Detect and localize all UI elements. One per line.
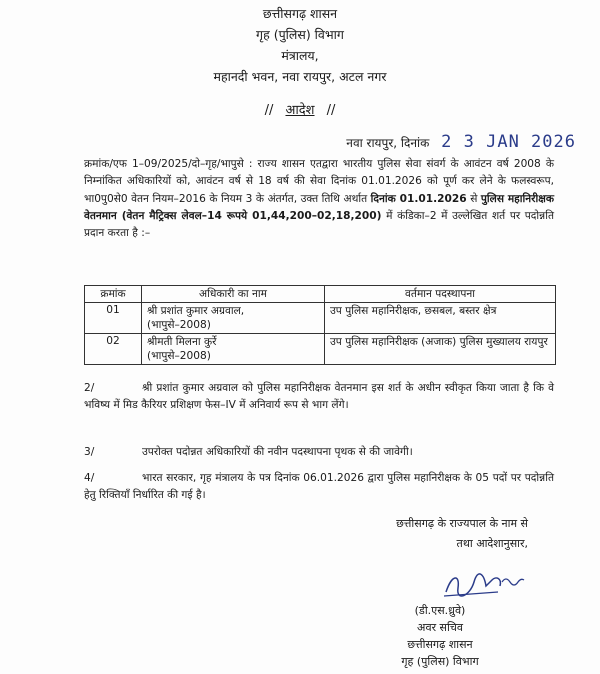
signatory-department: गृह (पुलिस) विभाग — [401, 655, 479, 668]
dateline-place: नवा रायपुर, दिनांक — [346, 136, 430, 150]
table-cell-serial: 02 — [85, 334, 142, 365]
paragraph-text: श्री प्रशांत कुमार अग्रवाल को पुलिस महानिरीक्षक वेतनमान इस शर्त के अधीन स्वीकृत किया जाता है कि वे भविष्य में मिड कैरियर प्रशिक्षण फेस–IV में अनिवार्य रूप से भाग लेंगे। — [84, 382, 554, 412]
signatory-designation: अवर सचिव — [417, 621, 463, 634]
paragraph-2 — [84, 380, 554, 415]
paragraph-text: उपरोक्त पदोन्नत अधिकारियों की नवीन पदस्थापना पृथक से की जावेगी। — [142, 446, 413, 458]
intro-text-1: क्रमांक/एफ 1–09/2025/दो–गृह/भापुसे : राज्य शासन एतद्वारा भारतीय पुलिस सेवा संवर्ग के आवंटन वर्ष 2008 के निम्नांकित अधिकारियों को, आवंटन वर्ष से 18 वर्ष की सेवा दिनांक 01.01.2026 को पूर्ण कर लेने के फलस्वरूप, भा0पु0से0 वेतन नियम–2016 के नियम 3 के अंतर्गत, उक्त तिथि अर्थात — [84, 158, 554, 205]
paragraph-4 — [84, 470, 554, 505]
signatory-block — [340, 602, 540, 670]
intro-payscale-bold: पुलिस महानिरीक्षक वेतनमान (वेतन मैट्रिक्स लेवल–14 रूपये 01,44,200–02,18,200) — [84, 192, 554, 222]
header-government: छत्तीसगढ़ शासन — [262, 6, 338, 21]
intro-date-bold: दिनांक 01.01.2026 — [370, 192, 467, 205]
intro-paragraph — [84, 156, 554, 242]
signatory-government: छत्तीसगढ़ शासन — [407, 638, 473, 651]
officer-service: (भापुसे–2008) — [147, 350, 211, 362]
paragraph-number: 2/ — [84, 382, 95, 394]
table-header-name: अधिकारी का नाम — [142, 286, 325, 303]
paragraph-number: 4/ — [84, 472, 95, 484]
table-cell-posting: उप पुलिस महानिरीक्षक (अजाक) पुलिस मुख्यालय रायपुर — [325, 334, 556, 365]
table-cell-name — [142, 303, 325, 334]
table-header-posting: वर्तमान पदस्थापना — [325, 286, 556, 303]
table-cell-serial: 01 — [85, 303, 142, 334]
paragraph-text: भारत सरकार, गृह मंत्रालय के पत्र दिनांक 06.01.2026 द्वारा पुलिस महानिरीक्षक के 05 पदों पर पदोन्नति हेतु रिक्तियाँ निर्धारित की गई है। — [84, 472, 554, 502]
intro-text-2: से — [470, 192, 478, 205]
table-cell-posting: उप पुलिस महानिरीक्षक, छसबल, बस्तर क्षेत्र — [325, 303, 556, 334]
table-row — [85, 303, 556, 334]
header-ministry: मंत्रालय, — [281, 48, 319, 63]
order-title-word: आदेश — [285, 103, 315, 118]
date-stamp: 2 3 JAN 2026 — [441, 132, 576, 152]
officer-service: (भापुसे–2008) — [147, 319, 211, 331]
signatory-name: (डी.एस.ध्रुवे) — [414, 604, 466, 617]
order-title — [0, 100, 600, 118]
officer-name: श्री प्रशांत कुमार अग्रवाल, — [147, 305, 245, 317]
paragraph-number: 3/ — [84, 446, 95, 458]
handwritten-signature — [440, 568, 530, 602]
dateline — [346, 132, 576, 152]
header-address: महानदी भवन, नवा रायपुर, अटल नगर — [213, 69, 387, 84]
table-row — [85, 334, 556, 365]
order-title-left-marks: // — [264, 103, 274, 118]
table-header-serial: क्रमांक — [85, 286, 142, 303]
table-header-row — [85, 286, 556, 303]
header-department: गृह (पुलिस) विभाग — [256, 27, 344, 42]
intro-text-3: में कंडिका–2 में उल्लेखित शर्त पर पदोन्नति प्रदान करता है :– — [84, 209, 554, 240]
closing-line-2: तथा आदेशानुसार, — [456, 537, 528, 550]
officers-table — [84, 285, 556, 365]
table-cell-name — [142, 334, 325, 365]
paragraph-3 — [84, 444, 554, 461]
officer-name: श्रीमती मिलना कुर्रे — [147, 336, 217, 348]
closing-line-1: छत्तीसगढ़ के राज्यपाल के नाम से — [396, 517, 528, 530]
order-title-right-marks: // — [326, 103, 336, 118]
